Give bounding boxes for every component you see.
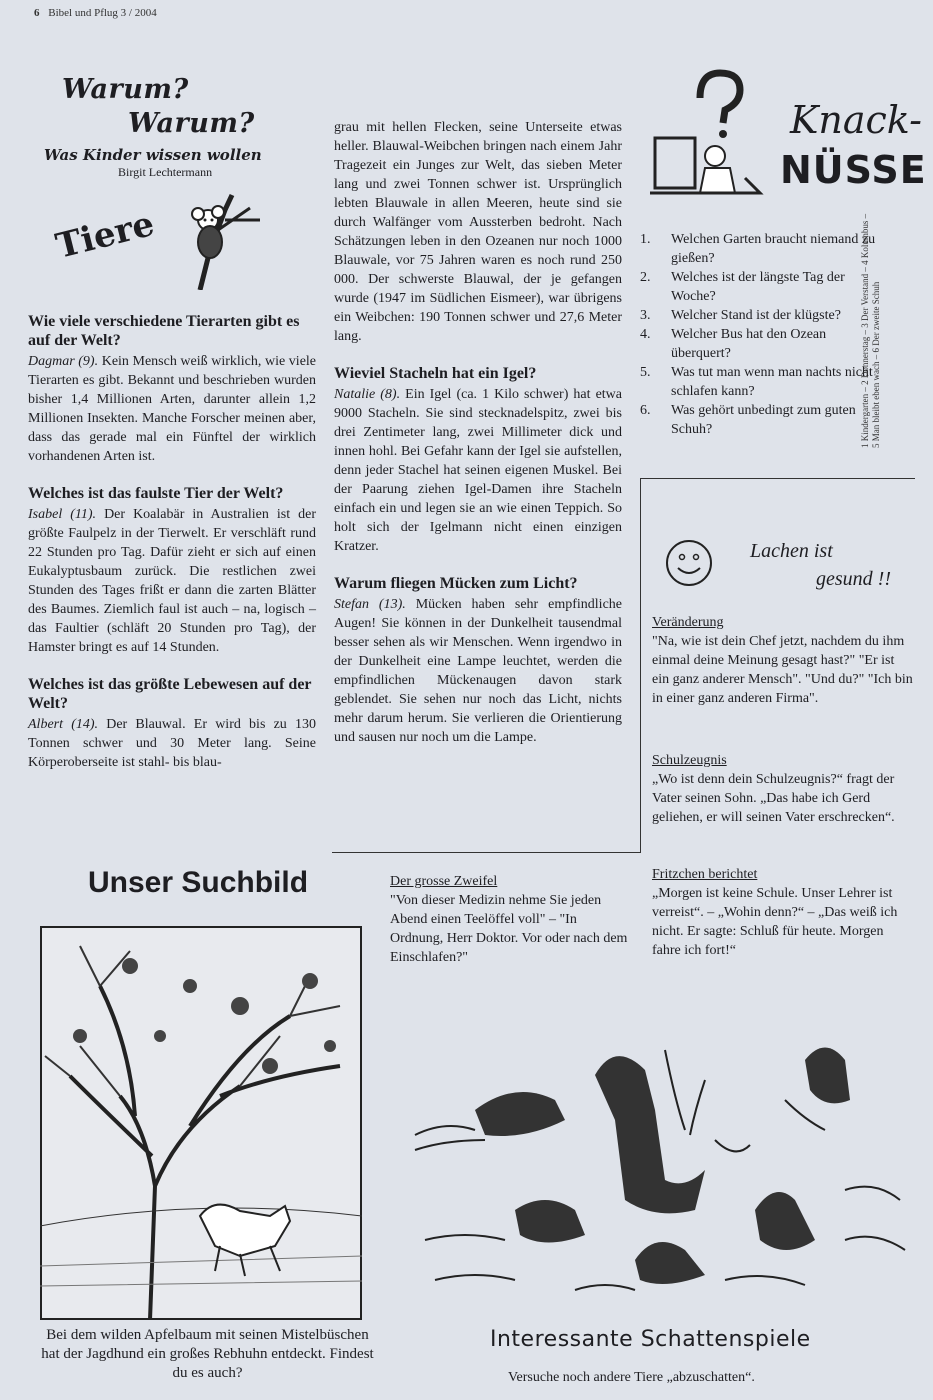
answer-text: Der Blauwal. Er wird bis zu 130 Tonnen schwer und 30 Meter lang. Seine Körperoberseite ist stahl- bis blau-	[28, 717, 316, 770]
column-2	[334, 118, 622, 765]
article-species	[28, 312, 316, 466]
divider	[332, 852, 641, 853]
article-mosquito	[334, 574, 622, 747]
column-1	[28, 312, 316, 790]
topic-title: Tiere	[52, 203, 159, 267]
joke	[652, 865, 914, 960]
joke-text: „Morgen ist keine Schule. Unser Lehrer ist verreist“. – „Wohin denn?“ – „Das weiß ich nicht. Er sagte: Schluß für heute. Morgen fahre ich fort!“	[652, 886, 898, 958]
suchbild-caption: Bei dem wilden Apfelbaum mit seinen Mistelbüschen hat der Jagdhund ein großes Rebhuhn entdeckt. Findest du es auch?	[41, 1327, 374, 1381]
joke-text: „Wo ist denn dein Schulzeugnis?“ fragt der Vater seinen Sohn. „Das habe ich Gerd geliehen, er will seinen Vater erschrecken“.	[652, 772, 895, 825]
riddle-answers: 1 Kindergarten – 2 Donnerstag – 3 Der Verstand – 4 Kolumbus – 5 Man bleibt eben wach – 6 Der zweite Schuh	[860, 213, 881, 448]
running-head	[34, 7, 157, 19]
list-item: 1. Welchen Garten braucht niemand zu gießen?	[640, 232, 876, 266]
lachen-title-1: Lachen ist	[750, 540, 833, 562]
answer-text: Ein Igel (ca. 1 Kilo schwer) hat etwa 9000 Stacheln. Sie sind stecknadelspitz, zwei bis drei Zentimeter lang, zwei Millimeter dick und innen hohl. Bei Gefahr kann der Igel sie aufstellen, denn jeder Stachel hat seinen eigenen Muskel. Bei der Paarung ziehen Igel-Damen ihre Stacheln einfach ein und legen sie an wie einen Teppich. So holt sich der Igelmann nicht einen einzigen Kratzer.	[334, 387, 622, 554]
list-item: 6. Was gehört unbedingt zum guten Schuh?	[640, 403, 856, 437]
joke-title: Schulzeugnis	[652, 753, 727, 768]
answer-text: Mücken haben sehr empfindliche Augen! Sie können in der Dunkelheit tausendmal besser sehen als wir Menschen. Wenn irgendwo in der Dunkelheit eine Lampe leuchtet, werden die empfindlichen Mückenaugen davon stark geblendet. Sie sehen nur noch das Licht, nichts mehr darum herum. Sie verlieren die Orientierung und sausen nur noch um die Lampe.	[334, 597, 622, 745]
answer-text: Kein Mensch weiß wirklich, wie viele Tierarten es gibt. Bekannt und beschrieben wurden bisher 1,4 Millionen Arten, darunter allein 1,2 Millionen Insekten. Manche Forscher meinen aber, dass das gerade mal ein Fünftel der wirklich vorhandenen Arten ist.	[28, 354, 317, 464]
knack-title: Knack-	[790, 98, 922, 142]
thinking-person-illustration	[645, 68, 765, 198]
asker: Stefan (13).	[334, 597, 406, 612]
suchbild-title: Unser Suchbild	[88, 866, 309, 899]
list-item: 2. Welches ist der längste Tag der Woche?	[640, 270, 845, 304]
schatten-title: Interessante Schattenspiele	[490, 1327, 811, 1352]
list-item: 3. Welcher Stand ist der klügste?	[640, 308, 841, 323]
list-item: 5. Was tut man wenn man nachts nicht schlafen kann?	[640, 365, 873, 399]
question-heading: Welches ist das größte Lebewesen auf der Welt?	[28, 676, 312, 712]
lachen-title-2: gesund !!	[816, 568, 891, 590]
divider	[640, 478, 641, 852]
divider	[640, 478, 915, 479]
issue-number: 3 / 2004	[120, 7, 157, 19]
article-hedgehog	[334, 364, 622, 556]
zweifel-joke	[390, 872, 630, 967]
search-picture-illustration	[40, 926, 362, 1320]
page-number: 6	[34, 7, 40, 19]
magazine-title: Bibel und Pflug	[48, 7, 118, 19]
asker: Albert (14).	[28, 717, 99, 732]
joke-text: "Von dieser Medizin nehme Sie jeden Abend einen Teelöffel voll" – "In Ordnung, Herr Doktor. Vor oder nach dem Einschlafen?"	[390, 893, 628, 965]
warum-title-1: Warum?	[62, 74, 189, 105]
shadow-hands-illustration	[405, 1040, 915, 1325]
smiley-icon	[664, 538, 714, 588]
joke-title: Fritzchen berichtet	[652, 867, 758, 882]
article-laziest	[28, 484, 316, 657]
joke-text: "Na, wie ist dein Chef jetzt, nachdem du ihm einmal deine Meinung gesagt hast?" "Er ist ein ganz anderer Mensch". "Und du?" "Ich bin in einer ganz anderen Firma".	[652, 634, 913, 706]
list-item: 4. Welcher Bus hat den Ozean überquert?	[640, 327, 827, 361]
question-heading: Welches ist das faulste Tier der Welt?	[28, 485, 284, 502]
asker: Natalie (8).	[334, 387, 401, 402]
joke-title: Der grosse Zweifel	[390, 874, 498, 889]
warum-title-2: Warum?	[128, 108, 255, 139]
riddle-list	[640, 230, 880, 439]
question-heading: Wieviel Stacheln hat ein Igel?	[334, 365, 537, 382]
nusse-title: NÜSSE	[780, 148, 927, 192]
asker: Isabel (11).	[28, 507, 97, 522]
article-biggest	[28, 675, 316, 772]
warum-subtitle: Was Kinder wissen wollen	[44, 146, 262, 164]
joke-title: Veränderung	[652, 615, 724, 630]
author: Birgit Lechtermann	[118, 165, 213, 179]
asker: Dagmar (9).	[28, 354, 99, 369]
question-heading: Wie viele verschiedene Tierarten gibt es auf der Welt?	[28, 313, 300, 349]
koala-illustration	[170, 190, 270, 290]
schatten-subtitle: Versuche noch andere Tiere „abzuschatten“.	[508, 1370, 755, 1385]
answer-continued: grau mit hellen Flecken, seine Unterseite etwas heller. Blauwal-Weibchen bringen nach einem Jahr Tragezeit ein Junges zur Welt, das sieben Meter lang und zwei Tonnen schwer ist. Ursprünglich lebten Blauwale in allen Meeren, heute sind sie durch Walfänger vom Aussterben bedroht. Nach Schätzungen leben in den Ozeanen nur noch 1000 Blauwale, vor 75 Jahren waren es noch rund 250 000. Der schwerste Blauwal, der je gefangen wurde (1947 im Südlichen Eismeer), war übrigens ein Weibchen: 190 Tonnen schwer und 27,6 Meter lang.	[334, 120, 622, 344]
joke	[652, 751, 914, 827]
answer-text: Der Koalabär in Australien ist der größte Faulpelz in der Tierwelt. Er verschläft rund 22 Stunden pro Tag. Dafür zieht er sich auf einen Eukalyptusbaum zurück. Die restlichen zwei Stunden des Tages frißt er dann die zarten Blätter des Baumes. Ziemlich faul ist auch – na, logisch – das Faultier (schläft 20 Stunden pro Tag), der Hamster bringt es auf 14 Stunden.	[28, 507, 317, 655]
joke	[652, 613, 914, 708]
question-heading: Warum fliegen Mücken zum Licht?	[334, 575, 578, 592]
